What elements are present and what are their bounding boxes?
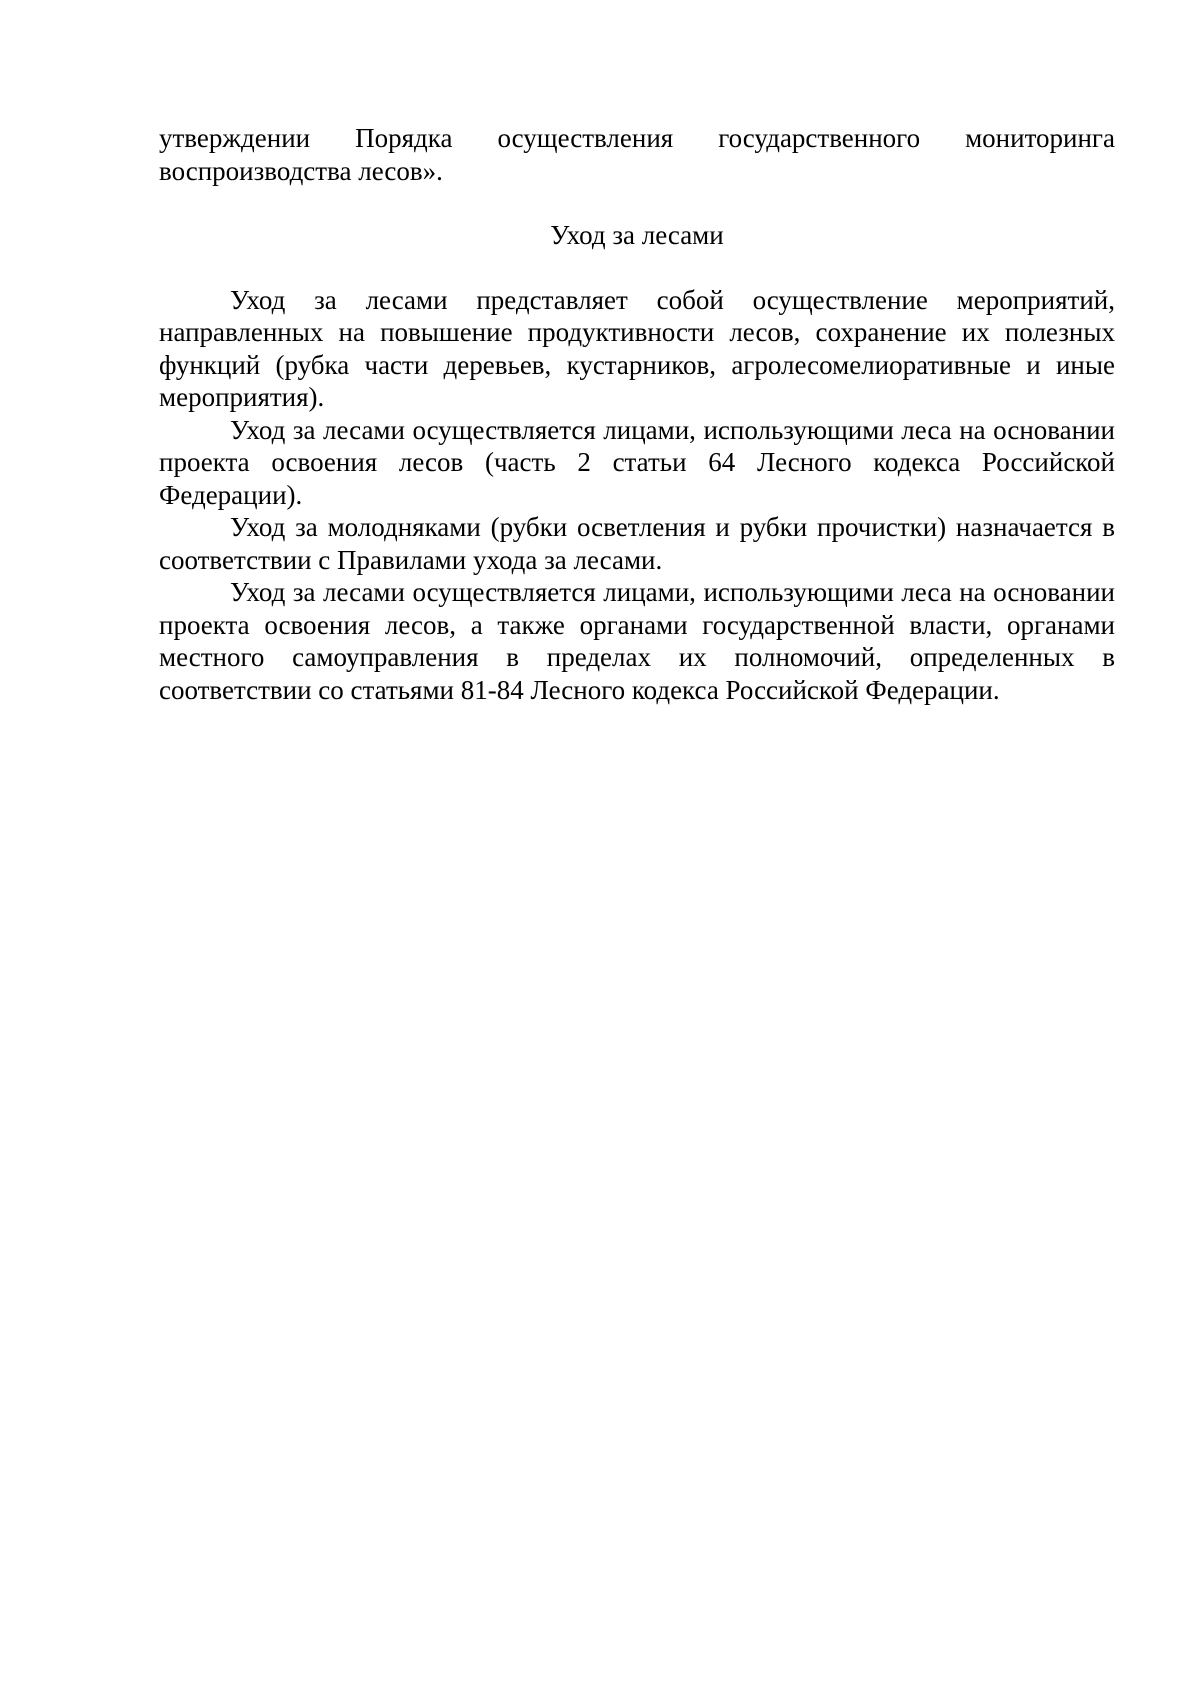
paragraph-3: Уход за молодняками (рубки осветления и рубки прочистки) назначается в соответствии с Правилами ухода за лесами. [159,512,1115,575]
paragraph-1: Уход за лесами представляет собой осуществление мероприятий, направленных на повышение продуктивности лесов, сохранение их полезных функций (рубка части деревьев, кустарников, агролесомелиоративные и иные мероприятия). [159,284,1115,412]
continuation-paragraph: утверждении Порядка осуществления государственного мониторинга воспроизводства лесов». [159,123,1115,186]
paragraph-2: Уход за лесами осуществляется лицами, использующими леса на основании проекта освоения лесов (часть 2 статьи 64 Лесного кодекса Российской Федерации). [159,414,1115,510]
section-heading: Уход за лесами [550,220,724,250]
paragraph-4: Уход за лесами осуществляется лицами, использующими леса на основании проекта освоения лесов, а также органами государственной власти, органами местного самоуправления в пределах их полномочий, определенных в соответствии со статьями 81-84 Лесного кодекса Российской Федерации. [159,577,1115,705]
document-body [159,122,1115,706]
